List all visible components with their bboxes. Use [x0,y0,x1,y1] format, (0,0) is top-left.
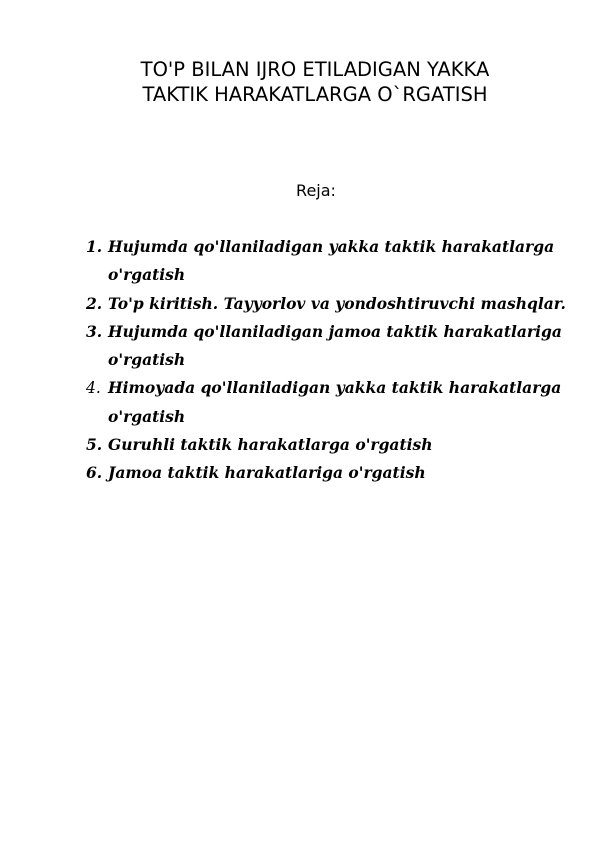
plan-item-number: 4. [86,379,101,398]
plan-item-3 [86,318,566,375]
plan-item-text: Hujumda qo'llaniladigan jamoa taktik harakatlariga o'rgatish [108,321,562,370]
plan-item-2 [86,290,566,318]
plan-list [86,233,566,488]
plan-item-number: 3. [86,321,103,341]
plan-item-text: Jamoa taktik harakatlariga o'rgatish [108,463,426,483]
plan-item-text: To'p kiritish. Tayyorlov va yondoshtiruvchi mashqlar. [108,293,566,313]
plan-item-text: Guruhli taktik harakatlarga o'rgatish [108,435,433,455]
plan-item-1 [86,233,566,290]
plan-item-number: 6. [86,463,103,483]
plan-item-number: 1. [86,237,103,256]
plan-item-text: Himoyada qo'llaniladigan yakka taktik harakatlarga o'rgatish [108,378,562,426]
document-title [60,57,570,107]
plan-item-4 [86,374,566,431]
title-line-1: TO'P BILAN IJRO ETILADIGAN YAKKA [140,58,490,81]
plan-heading: Reja: [296,181,336,200]
plan-item-text: Hujumda qo'llaniladigan yakka taktik harakatlarga o'rgatish [108,237,555,285]
plan-item-number: 5. [86,435,103,455]
plan-item-5 [86,431,566,459]
plan-item-6 [86,459,566,487]
plan-item-number: 2. [86,293,103,313]
title-line-2: TAKTIK HARAKATLARGA O`RGATISH [142,83,488,106]
